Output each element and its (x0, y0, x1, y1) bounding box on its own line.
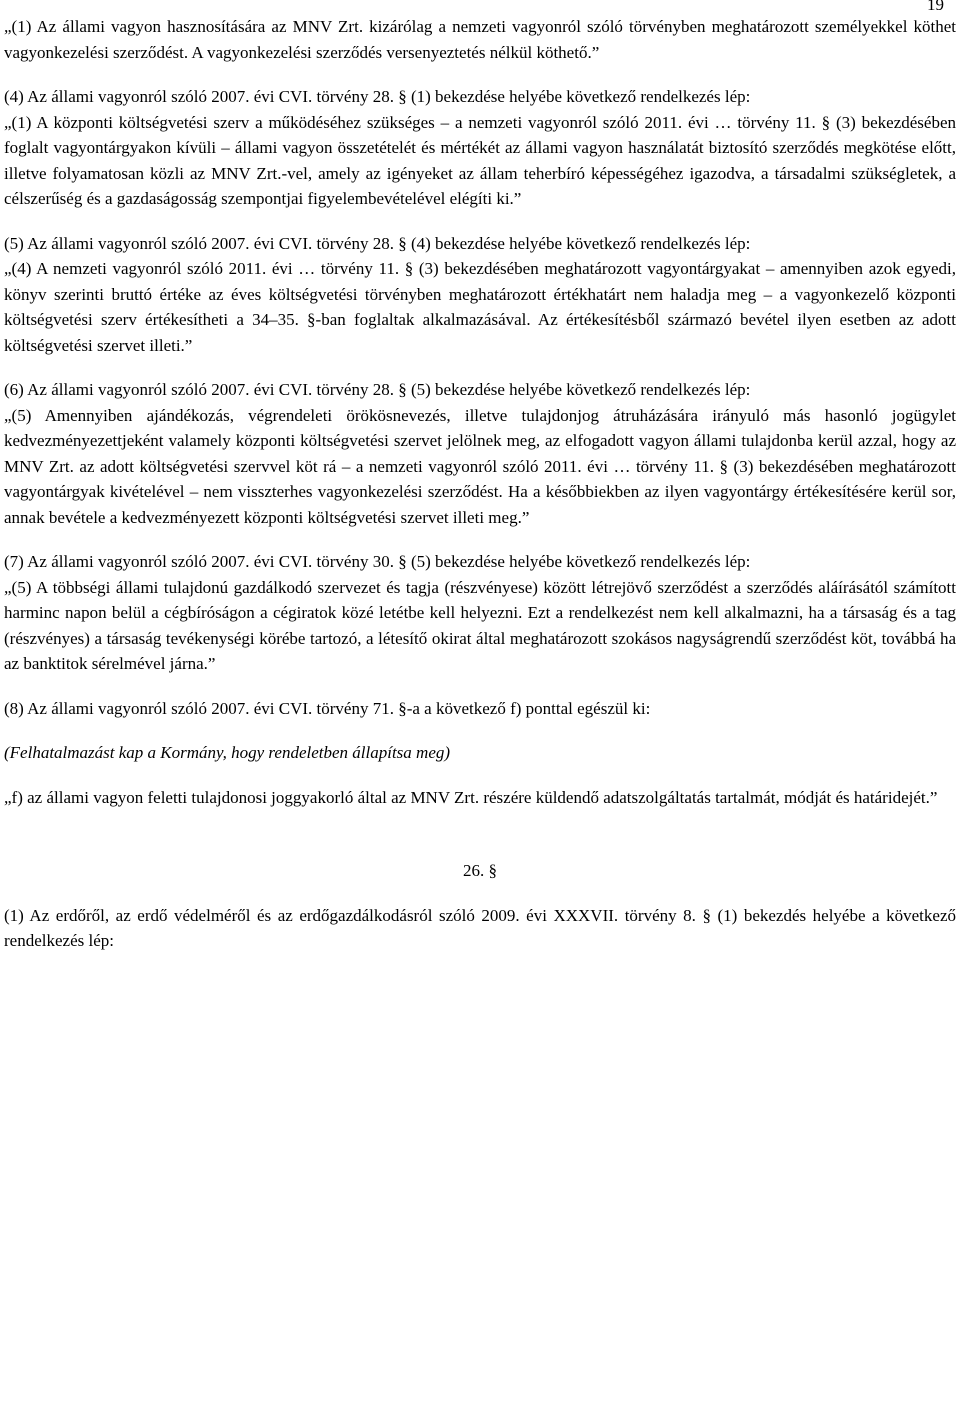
quoted-paragraph: „f) az állami vagyon feletti tulajdonosi joggyakorló által az MNV Zrt. részére küldendő adatszolgáltatás tartalmát, módját és határidejét.” (4, 787, 938, 807)
section-heading: 26. § (463, 861, 497, 880)
final-paragraph: (1) Az erdőről, az erdő védelméről és az erdőgazdálkodásról szóló 2009. évi XXXVII. törvény 8. § (1) bekezdés helyébe a következő rendelkezés lép: (4, 905, 956, 950)
page-number: 19 (927, 0, 944, 14)
amendment-intro: (4) Az állami vagyonról szóló 2007. évi CVI. törvény 28. § (1) bekezdése helyébe következő rendelkezés lép: (4, 87, 751, 106)
quoted-paragraph: „(5) A többségi állami tulajdonú gazdálkodó szervezet és tagja (részvényese) között létrejövő szerződést a szerződés aláírásától számított harminc napon belül a cégbíróságon a cégiratok közé letétbe kell helyezni. Ezt a rendelkezést nem kell alkalmazni, ha a társaság és a tag (részvényes) a társaság tevékenységi körébe tartozó, a létesítő okirat által meghatározott szokásos nagyságrendű szerződést köt, továbbá ha az banktitok sérelmével járna.” (4, 577, 956, 673)
quoted-paragraph: „(4) A nemzeti vagyonról szóló 2011. évi … törvény 11. § (3) bekezdésében meghatározott vagyontárgyakat – amennyiben azok egyedi, könyv szerinti bruttó értéke az éves költségvetési törvényben meghatározott értékhatárt nem haladja meg – a vagyonkezelő központi költségvetési szerv értékesítheti a 34–35. §-ban foglaltak alkalmazásával. Az értékesítésből származó bevétel ilyen esetben az adott költségvetési szervet illeti.” (4, 259, 956, 355)
quoted-paragraph: „(1) A központi költségvetési szerv a működéséhez szükséges – a nemzeti vagyonról szóló 2011. évi … törvény 11. § (3) bekezdésében foglalt vagyontárgyakon kívüli – állami vagyon összetételét és mértékét az állami vagyon használatát biztosító szerződés megkötése előtt, illetve folyamatosan közli az MNV Zrt.-vel, amely az igényeket az állam teherbíró képességéhez igazodva, a társadalmi szükségletek, a célszerűség és a gazdaságosság szempontjai figyelembevételével elégíti ki.” (4, 112, 956, 208)
quoted-paragraph: „(5) Amennyiben ajándékozás, végrendeleti örökösnevezés, illetve tulajdonjog átruházására irányuló más hasonló jogügylet kedvezményezettjeként valamely központi költségvetési szervet jelölnek meg, az elfogadott vagyon állami tulajdonba kerül azzal, hogy az MNV Zrt. az adott költségvetési szervvel köt rá – a nemzeti vagyonról szóló 2011. évi … törvény 11. § (3) bekezdésében meghatározott vagyontárgyak kivételével – nem visszterhes vagyonkezelési szerződést. Ha a későbbiekben az ilyen vagyontárgy értékesítésére kerül sor, annak bevétele a kedvezményezett központi költségvetési szervet illeti meg.” (4, 405, 956, 527)
document-body (4, 14, 956, 954)
amendment-intro: (6) Az állami vagyonról szóló 2007. évi CVI. törvény 28. § (5) bekezdése helyébe következő rendelkezés lép: (4, 380, 751, 399)
italic-context-line: (Felhatalmazást kap a Kormány, hogy rendeletben állapítsa meg) (4, 743, 451, 762)
amendment-intro: (8) Az állami vagyonról szóló 2007. évi CVI. törvény 71. §-a a következő f) ponttal egészül ki: (4, 698, 651, 718)
amendment-intro: (7) Az állami vagyonról szóló 2007. évi CVI. törvény 30. § (5) bekezdése helyébe következő rendelkezés lép: (4, 552, 751, 571)
quoted-paragraph: „(1) Az állami vagyon hasznosítására az MNV Zrt. kizárólag a nemzeti vagyonról szóló törvényben meghatározott személyekkel köthet vagyonkezelési szerződést. A vagyonkezelési szerződés versenyeztetés nélkül köthető.” (4, 17, 956, 62)
amendment-intro: (5) Az állami vagyonról szóló 2007. évi CVI. törvény 28. § (4) bekezdése helyébe következő rendelkezés lép: (4, 233, 751, 253)
